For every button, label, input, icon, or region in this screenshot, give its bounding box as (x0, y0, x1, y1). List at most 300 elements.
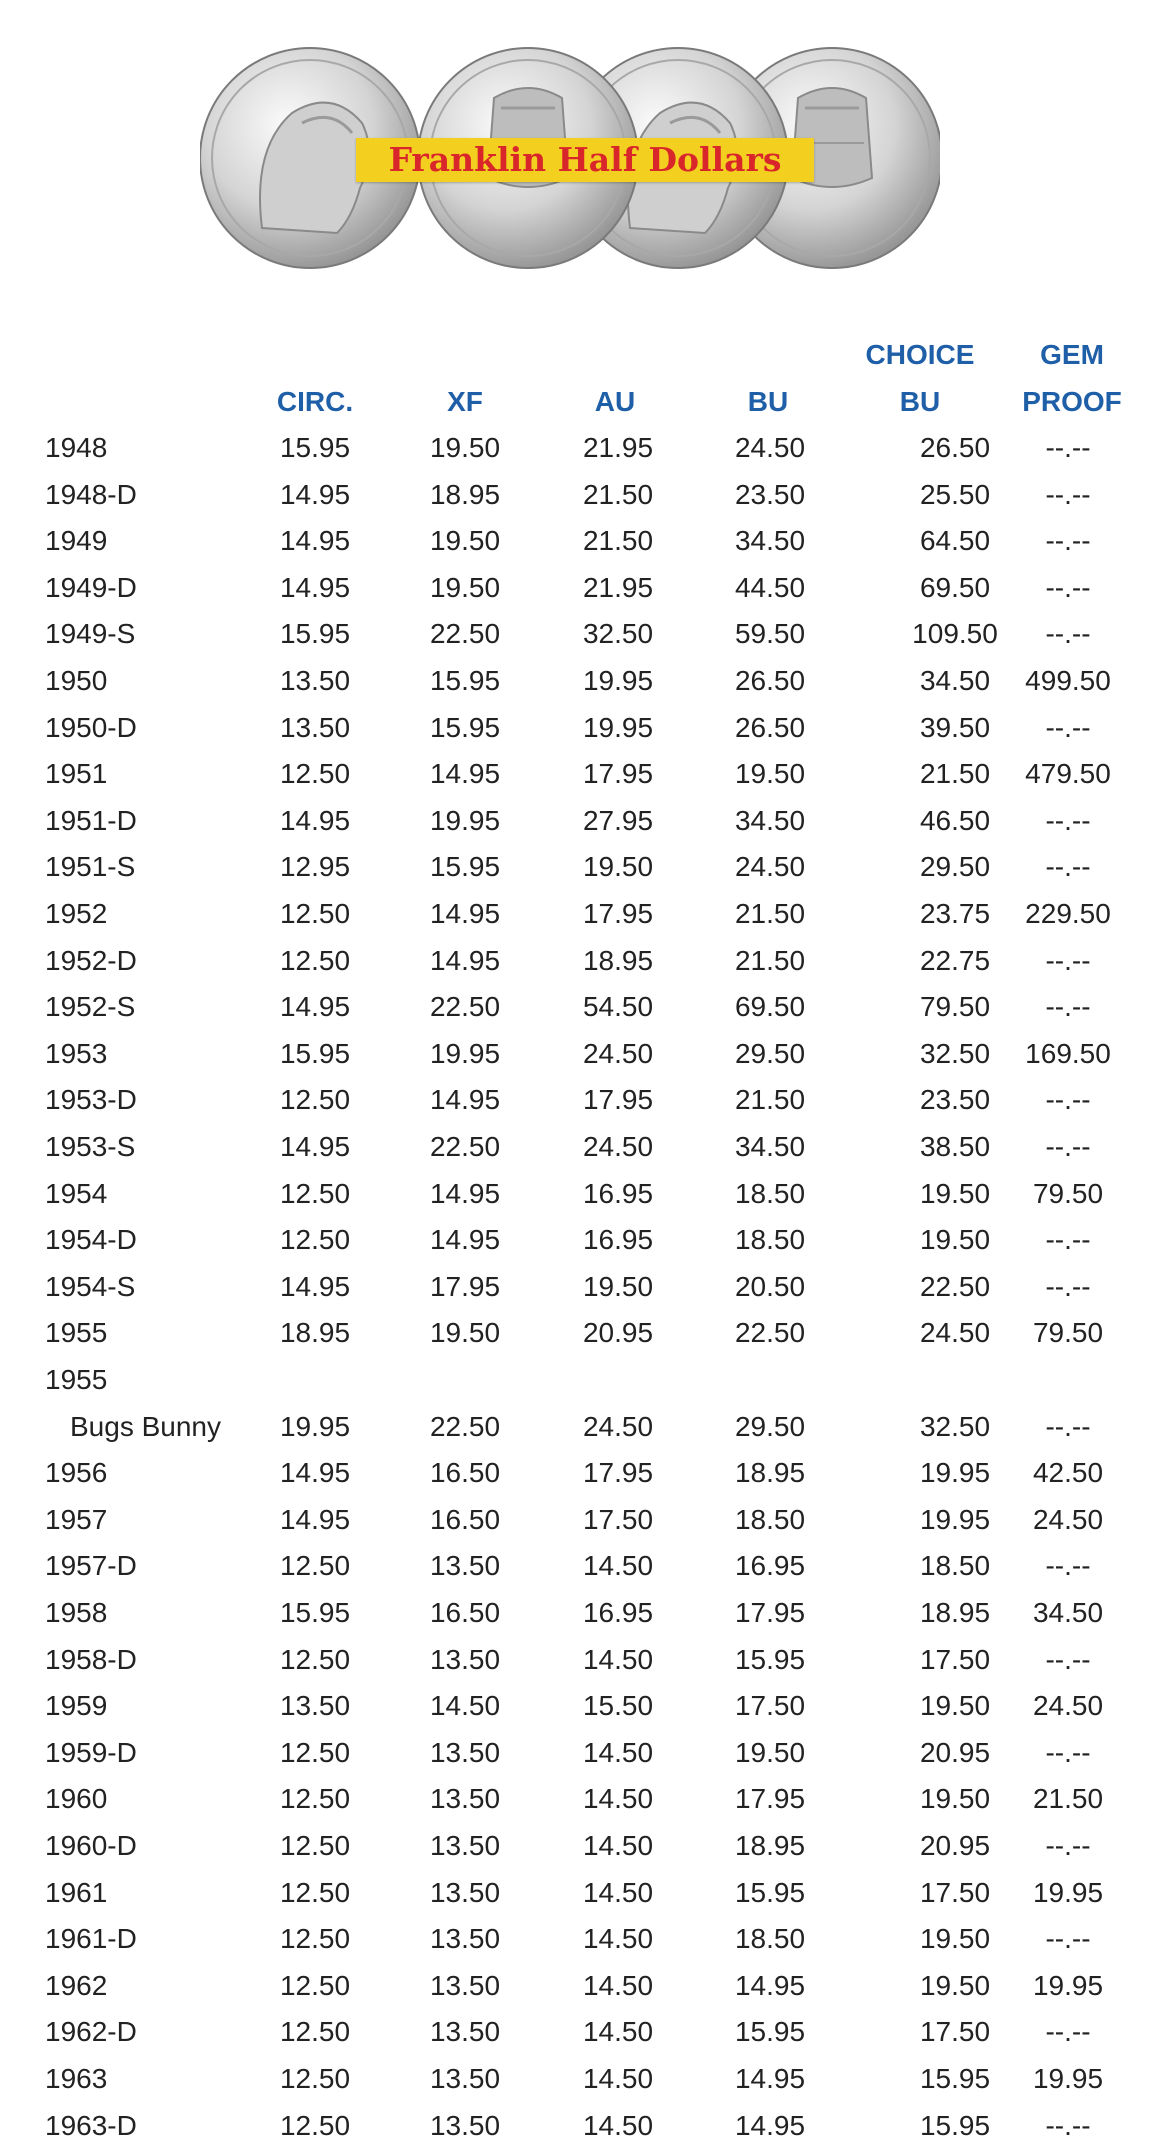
price-cell-au: 14.50 (582, 1783, 654, 1815)
price-cell-au: 14.50 (582, 1643, 654, 1675)
row-date: 1954-D (45, 1224, 137, 1256)
price-cell-au: 21.50 (582, 525, 654, 557)
price-cell-xf: 14.95 (429, 758, 501, 790)
row-date: 1953-S (45, 1131, 136, 1162)
table-row (0, 1171, 1150, 1217)
price-cell-gem-proof: --.-- (1045, 618, 1091, 650)
price-cell-choice-bu: 64.50 (919, 525, 991, 557)
price-cell-gem-proof: --.-- (1045, 1643, 1091, 1675)
price-cell-xf: 14.95 (429, 1224, 501, 1256)
price-cell-gem-proof: --.-- (1045, 1830, 1091, 1861)
price-cell-choice-bu: 19.95 (919, 1457, 991, 1489)
price-cell-circ: 12.50 (279, 2063, 351, 2094)
price-cell-gem-proof: 34.50 (1032, 1597, 1104, 1628)
price-cell-au: 17.95 (582, 1084, 654, 1116)
price-cell-circ: 13.50 (279, 711, 351, 743)
row-date: 1961-D (45, 1923, 137, 1955)
row-date: 1959-D (45, 1736, 137, 1768)
price-cell-xf: 19.95 (429, 1037, 501, 1069)
price-cell-circ: 14.95 (279, 1503, 351, 1535)
row-date: 1962 (45, 1969, 108, 2001)
price-cell-choice-bu: 15.95 (919, 2063, 991, 2094)
price-cell-bu: 18.95 (734, 1457, 806, 1489)
price-cell-choice-bu: 17.50 (919, 1643, 991, 1675)
row-date: 1952-S (45, 991, 136, 1023)
table-row (0, 1310, 1150, 1356)
price-cell-bu: 29.50 (734, 1037, 806, 1069)
price-cell-choice-bu: 25.50 (919, 478, 991, 510)
price-cell-gem-proof: --.-- (1045, 1923, 1091, 1955)
price-cell-choice-bu: 19.50 (919, 1224, 991, 1256)
table-row (0, 1823, 1150, 1869)
price-cell-circ: 12.50 (279, 1969, 351, 2001)
price-cell-circ: 12.50 (279, 1224, 351, 1256)
price-cell-gem-proof: --.-- (1045, 2016, 1091, 2048)
price-cell-au: 16.95 (582, 1597, 654, 1628)
price-cell-circ: 12.50 (279, 2109, 351, 2141)
price-cell-gem-proof: 24.50 (1032, 1690, 1104, 1722)
row-date: 1962-D (45, 2016, 137, 2048)
price-cell-bu: 22.50 (734, 1317, 806, 1349)
price-cell-choice-bu: 17.50 (919, 2016, 991, 2048)
table-row (0, 1776, 1150, 1822)
table-header-line2 (0, 380, 1150, 424)
price-cell-xf: 19.95 (429, 804, 501, 836)
price-cell-bu: 15.95 (734, 1876, 806, 1908)
table-row (0, 611, 1150, 657)
row-date: 1958-D (45, 1643, 137, 1675)
price-cell-choice-bu: 21.50 (919, 758, 991, 790)
price-cell-au: 19.95 (582, 665, 654, 696)
price-cell-xf: 16.50 (429, 1457, 501, 1489)
row-date: 1951-S (45, 851, 136, 883)
table-row (0, 518, 1150, 564)
coin-banner (200, 28, 940, 288)
row-date: 1957-D (45, 1550, 137, 1582)
price-cell-bu: 20.50 (734, 1270, 806, 1302)
price-cell-xf: 13.50 (429, 1736, 501, 1768)
price-cell-gem-proof: --.-- (1045, 1131, 1091, 1162)
row-date: 1958 (45, 1597, 108, 1628)
row-date: 1951 (45, 758, 108, 790)
table-row (0, 658, 1150, 704)
price-cell-bu: 17.95 (734, 1783, 806, 1815)
price-cell-choice-bu: 19.50 (919, 1969, 991, 2001)
table-row (0, 425, 1150, 471)
price-cell-au: 14.50 (582, 2109, 654, 2141)
price-cell-au: 19.95 (582, 711, 654, 743)
price-cell-circ: 15.95 (279, 1037, 351, 1069)
price-cell-circ: 14.95 (279, 525, 351, 557)
table-row (0, 751, 1150, 797)
price-cell-xf: 18.95 (429, 478, 501, 510)
row-date: Bugs Bunny (70, 1410, 221, 1442)
price-cell-choice-bu: 19.95 (919, 1503, 991, 1535)
price-cell-bu: 18.50 (734, 1923, 806, 1955)
table-row (0, 2056, 1150, 2102)
table-row (0, 844, 1150, 890)
row-date: 1959 (45, 1690, 108, 1722)
row-date: 1948-D (45, 478, 137, 510)
row-date: 1953-D (45, 1084, 137, 1116)
price-cell-choice-bu: 15.95 (919, 2109, 991, 2141)
price-cell-circ: 12.50 (279, 944, 351, 976)
header-choice-bu: BU (899, 386, 941, 417)
row-date: 1963-D (45, 2109, 137, 2141)
price-cell-au: 16.95 (582, 1177, 654, 1209)
price-cell-xf: 13.50 (429, 2109, 501, 2141)
price-cell-choice-bu: 19.50 (919, 1923, 991, 1955)
price-cell-au: 14.50 (582, 1830, 654, 1861)
price-cell-bu: 24.50 (734, 432, 806, 463)
price-cell-choice-bu: 18.50 (919, 1550, 991, 1582)
price-cell-gem-proof: --.-- (1045, 2109, 1091, 2141)
price-cell-choice-bu: 22.50 (919, 1270, 991, 1302)
price-cell-gem-proof: --.-- (1045, 432, 1091, 463)
price-cell-au: 32.50 (582, 618, 654, 650)
price-cell-au: 24.50 (582, 1131, 654, 1162)
price-cell-xf: 13.50 (429, 1783, 501, 1815)
price-cell-au: 21.50 (582, 478, 654, 510)
price-cell-gem-proof: --.-- (1045, 851, 1091, 883)
price-cell-bu: 23.50 (734, 478, 806, 510)
price-cell-circ: 15.95 (279, 618, 351, 650)
price-cell-circ: 12.50 (279, 898, 351, 929)
price-cell-au: 14.50 (582, 2016, 654, 2048)
price-cell-gem-proof: --.-- (1045, 1224, 1091, 1256)
price-cell-choice-bu: 17.50 (919, 1876, 991, 1908)
header-gem-proof: PROOF (1022, 386, 1122, 417)
price-cell-circ: 12.50 (279, 758, 351, 790)
price-cell-circ: 14.95 (279, 804, 351, 836)
price-cell-gem-proof: --.-- (1045, 1550, 1091, 1582)
price-cell-choice-bu: 109.50 (912, 618, 998, 650)
header-gem-proof-line1: GEM (1040, 339, 1104, 370)
price-cell-au: 14.50 (582, 1876, 654, 1908)
price-cell-gem-proof: 19.95 (1032, 1969, 1104, 2001)
price-cell-bu: 24.50 (734, 851, 806, 883)
price-cell-xf: 13.50 (429, 2063, 501, 2094)
table-row (0, 1124, 1150, 1170)
price-cell-xf: 13.50 (429, 1550, 501, 1582)
price-cell-xf: 13.50 (429, 1969, 501, 2001)
row-date: 1950 (45, 665, 108, 696)
price-cell-xf: 13.50 (429, 1830, 501, 1861)
price-cell-xf: 19.50 (429, 525, 501, 557)
table-row (0, 1404, 1150, 1450)
price-cell-bu: 18.95 (734, 1830, 806, 1861)
table-row (0, 1031, 1150, 1077)
price-cell-au: 15.50 (582, 1690, 654, 1722)
price-cell-au: 14.50 (582, 1736, 654, 1768)
price-cell-xf: 22.50 (429, 618, 501, 650)
table-row (0, 1590, 1150, 1636)
price-cell-gem-proof: 19.95 (1032, 2063, 1104, 2094)
price-cell-bu: 59.50 (734, 618, 806, 650)
price-cell-bu: 44.50 (734, 571, 806, 603)
price-cell-gem-proof: 21.50 (1032, 1783, 1104, 1815)
row-date: 1963 (45, 2063, 108, 2094)
row-date: 1961 (45, 1876, 108, 1908)
price-cell-choice-bu: 79.50 (919, 991, 991, 1023)
price-cell-au: 16.95 (582, 1224, 654, 1256)
price-cell-au: 20.95 (582, 1317, 654, 1349)
price-cell-bu: 18.50 (734, 1177, 806, 1209)
row-date: 1960 (45, 1783, 108, 1815)
price-cell-au: 17.95 (582, 898, 654, 929)
price-cell-xf: 13.50 (429, 1643, 501, 1675)
price-cell-xf: 15.95 (429, 665, 501, 696)
price-cell-xf: 22.50 (429, 1131, 501, 1162)
price-cell-circ: 12.50 (279, 1830, 351, 1861)
table-row (0, 938, 1150, 984)
price-cell-au: 19.50 (582, 851, 654, 883)
price-cell-xf: 13.50 (429, 2016, 501, 2048)
price-cell-choice-bu: 19.50 (919, 1690, 991, 1722)
row-date: 1951-D (45, 804, 137, 836)
header-bu: BU (747, 386, 789, 417)
price-cell-au: 14.50 (582, 1969, 654, 2001)
table-row (0, 1730, 1150, 1776)
price-cell-choice-bu: 34.50 (919, 665, 991, 696)
price-cell-bu: 29.50 (734, 1410, 806, 1442)
price-cell-gem-proof: 499.50 (1025, 665, 1111, 696)
price-cell-gem-proof: 24.50 (1032, 1503, 1104, 1535)
price-cell-circ: 12.50 (279, 1177, 351, 1209)
price-cell-choice-bu: 32.50 (919, 1037, 991, 1069)
price-cell-au: 17.50 (582, 1503, 654, 1535)
row-date: 1955 (45, 1317, 108, 1349)
price-cell-choice-bu: 19.50 (919, 1177, 991, 1209)
price-cell-circ: 12.50 (279, 1550, 351, 1582)
price-cell-xf: 22.50 (429, 1410, 501, 1442)
price-cell-bu: 69.50 (734, 991, 806, 1023)
price-cell-circ: 12.50 (279, 1084, 351, 1116)
price-cell-circ: 14.95 (279, 571, 351, 603)
table-row (0, 2103, 1150, 2149)
row-date: 1956 (45, 1457, 108, 1489)
price-cell-bu: 14.95 (734, 2063, 806, 2094)
price-cell-choice-bu: 26.50 (919, 432, 991, 463)
table-row (0, 1264, 1150, 1310)
price-cell-gem-proof: 229.50 (1025, 898, 1111, 929)
price-cell-bu: 14.95 (734, 2109, 806, 2141)
price-cell-xf: 19.50 (429, 571, 501, 603)
price-cell-gem-proof: --.-- (1045, 944, 1091, 976)
row-date: 1952-D (45, 944, 137, 976)
header-circ: CIRC. (276, 386, 354, 417)
price-cell-gem-proof: 42.50 (1032, 1457, 1104, 1489)
price-cell-bu: 34.50 (734, 525, 806, 557)
row-date: 1949-D (45, 571, 137, 603)
price-cell-xf: 19.50 (429, 1317, 501, 1349)
price-cell-bu: 18.50 (734, 1224, 806, 1256)
table-row (0, 798, 1150, 844)
price-cell-bu: 17.50 (734, 1690, 806, 1722)
price-cell-xf: 14.95 (429, 1084, 501, 1116)
price-cell-bu: 21.50 (734, 1084, 806, 1116)
price-cell-circ: 12.50 (279, 1736, 351, 1768)
row-date: 1955 (45, 1364, 108, 1395)
price-cell-xf: 15.95 (429, 851, 501, 883)
price-cell-xf: 16.50 (429, 1503, 501, 1535)
price-cell-circ: 12.50 (279, 1783, 351, 1815)
price-cell-circ: 12.50 (279, 2016, 351, 2048)
price-cell-gem-proof: --.-- (1045, 1084, 1091, 1116)
table-row (0, 1217, 1150, 1263)
price-cell-bu: 19.50 (734, 758, 806, 790)
price-cell-xf: 14.95 (429, 1177, 501, 1209)
table-row (0, 705, 1150, 751)
banner-title: Franklin Half Dollars (356, 138, 814, 182)
price-cell-gem-proof: --.-- (1045, 571, 1091, 603)
price-cell-choice-bu: 69.50 (919, 571, 991, 603)
price-cell-bu: 34.50 (734, 804, 806, 836)
row-date: 1952 (45, 898, 108, 929)
price-cell-bu: 21.50 (734, 898, 806, 929)
table-row (0, 1450, 1150, 1496)
row-date: 1949 (45, 525, 108, 557)
price-cell-circ: 14.95 (279, 1457, 351, 1489)
price-cell-choice-bu: 23.75 (919, 898, 991, 929)
row-date: 1954-S (45, 1270, 136, 1302)
price-cell-gem-proof: --.-- (1045, 711, 1091, 743)
price-cell-xf: 19.50 (429, 432, 501, 463)
price-cell-au: 19.50 (582, 1270, 654, 1302)
price-cell-au: 17.95 (582, 1457, 654, 1489)
table-row (0, 984, 1150, 1030)
price-cell-xf: 16.50 (429, 1597, 501, 1628)
price-cell-bu: 26.50 (734, 711, 806, 743)
header-au: AU (594, 386, 636, 417)
table-row (0, 1963, 1150, 2009)
price-cell-au: 14.50 (582, 1550, 654, 1582)
price-cell-bu: 21.50 (734, 944, 806, 976)
price-cell-gem-proof: 479.50 (1025, 758, 1111, 790)
table-row (0, 1683, 1150, 1729)
price-cell-gem-proof: --.-- (1045, 1410, 1091, 1442)
price-cell-gem-proof: 19.95 (1032, 1876, 1104, 1908)
row-date: 1960-D (45, 1830, 137, 1861)
price-cell-choice-bu: 20.95 (919, 1830, 991, 1861)
price-cell-au: 24.50 (582, 1037, 654, 1069)
table-header-line1 (0, 333, 1150, 377)
price-cell-gem-proof: 79.50 (1032, 1177, 1104, 1209)
price-cell-circ: 13.50 (279, 665, 351, 696)
price-cell-circ: 13.50 (279, 1690, 351, 1722)
price-cell-gem-proof: --.-- (1045, 1270, 1091, 1302)
price-cell-xf: 14.50 (429, 1690, 501, 1722)
price-cell-choice-bu: 32.50 (919, 1410, 991, 1442)
price-cell-circ: 15.95 (279, 1597, 351, 1628)
price-cell-bu: 34.50 (734, 1131, 806, 1162)
price-cell-choice-bu: 20.95 (919, 1736, 991, 1768)
price-cell-au: 17.95 (582, 758, 654, 790)
price-cell-au: 54.50 (582, 991, 654, 1023)
price-cell-choice-bu: 22.75 (919, 944, 991, 976)
table-row (0, 1637, 1150, 1683)
price-cell-xf: 22.50 (429, 991, 501, 1023)
price-cell-au: 18.95 (582, 944, 654, 976)
price-cell-gem-proof: --.-- (1045, 478, 1091, 510)
price-cell-au: 21.95 (582, 571, 654, 603)
row-date: 1957 (45, 1503, 108, 1535)
price-cell-choice-bu: 46.50 (919, 804, 991, 836)
price-cell-gem-proof: 79.50 (1032, 1317, 1104, 1349)
price-cell-gem-proof: 169.50 (1025, 1037, 1111, 1069)
table-row (0, 472, 1150, 518)
row-date: 1948 (45, 432, 108, 463)
price-cell-choice-bu: 24.50 (919, 1317, 991, 1349)
price-cell-circ: 15.95 (279, 432, 351, 463)
price-cell-choice-bu: 38.50 (919, 1131, 991, 1162)
price-cell-au: 14.50 (582, 2063, 654, 2094)
table-row (0, 2009, 1150, 2055)
price-cell-circ: 12.50 (279, 1643, 351, 1675)
price-cell-gem-proof: --.-- (1045, 1736, 1091, 1768)
price-cell-circ: 14.95 (279, 478, 351, 510)
row-date: 1950-D (45, 711, 137, 743)
price-cell-circ: 18.95 (279, 1317, 351, 1349)
table-row (0, 1077, 1150, 1123)
price-cell-circ: 14.95 (279, 991, 351, 1023)
price-cell-circ: 14.95 (279, 1270, 351, 1302)
price-cell-choice-bu: 23.50 (919, 1084, 991, 1116)
table-row (0, 1543, 1150, 1589)
price-cell-circ: 19.95 (279, 1410, 351, 1442)
table-row (0, 1870, 1150, 1916)
price-cell-xf: 14.95 (429, 898, 501, 929)
price-cell-xf: 13.50 (429, 1923, 501, 1955)
price-cell-choice-bu: 39.50 (919, 711, 991, 743)
price-cell-circ: 14.95 (279, 1131, 351, 1162)
price-cell-bu: 15.95 (734, 2016, 806, 2048)
price-cell-au: 27.95 (582, 804, 654, 836)
price-cell-bu: 26.50 (734, 665, 806, 696)
price-cell-xf: 15.95 (429, 711, 501, 743)
table-row (0, 565, 1150, 611)
header-choice-bu-line1: CHOICE (865, 339, 975, 370)
price-cell-au: 14.50 (582, 1923, 654, 1955)
price-cell-bu: 17.95 (734, 1597, 806, 1628)
price-cell-choice-bu: 29.50 (919, 851, 991, 883)
table-row (0, 1916, 1150, 1962)
price-cell-bu: 15.95 (734, 1643, 806, 1675)
header-xf: XF (447, 386, 483, 417)
row-date: 1954 (45, 1177, 108, 1209)
price-cell-bu: 18.50 (734, 1503, 806, 1535)
price-cell-circ: 12.95 (279, 851, 351, 883)
price-cell-choice-bu: 18.95 (919, 1597, 991, 1628)
price-cell-bu: 19.50 (734, 1736, 806, 1768)
price-cell-xf: 13.50 (429, 1876, 501, 1908)
price-cell-gem-proof: --.-- (1045, 525, 1091, 557)
price-cell-bu: 14.95 (734, 1969, 806, 2001)
price-cell-xf: 17.95 (429, 1270, 501, 1302)
table-row (0, 1497, 1150, 1543)
table-row (0, 891, 1150, 937)
price-cell-bu: 16.95 (734, 1550, 806, 1582)
row-date: 1953 (45, 1037, 108, 1069)
price-cell-xf: 14.95 (429, 944, 501, 976)
row-date: 1949-S (45, 618, 136, 650)
price-cell-gem-proof: --.-- (1045, 804, 1091, 836)
price-cell-circ: 12.50 (279, 1923, 351, 1955)
price-cell-gem-proof: --.-- (1045, 991, 1091, 1023)
price-cell-choice-bu: 19.50 (919, 1783, 991, 1815)
price-cell-circ: 12.50 (279, 1876, 351, 1908)
price-cell-au: 21.95 (582, 432, 654, 463)
